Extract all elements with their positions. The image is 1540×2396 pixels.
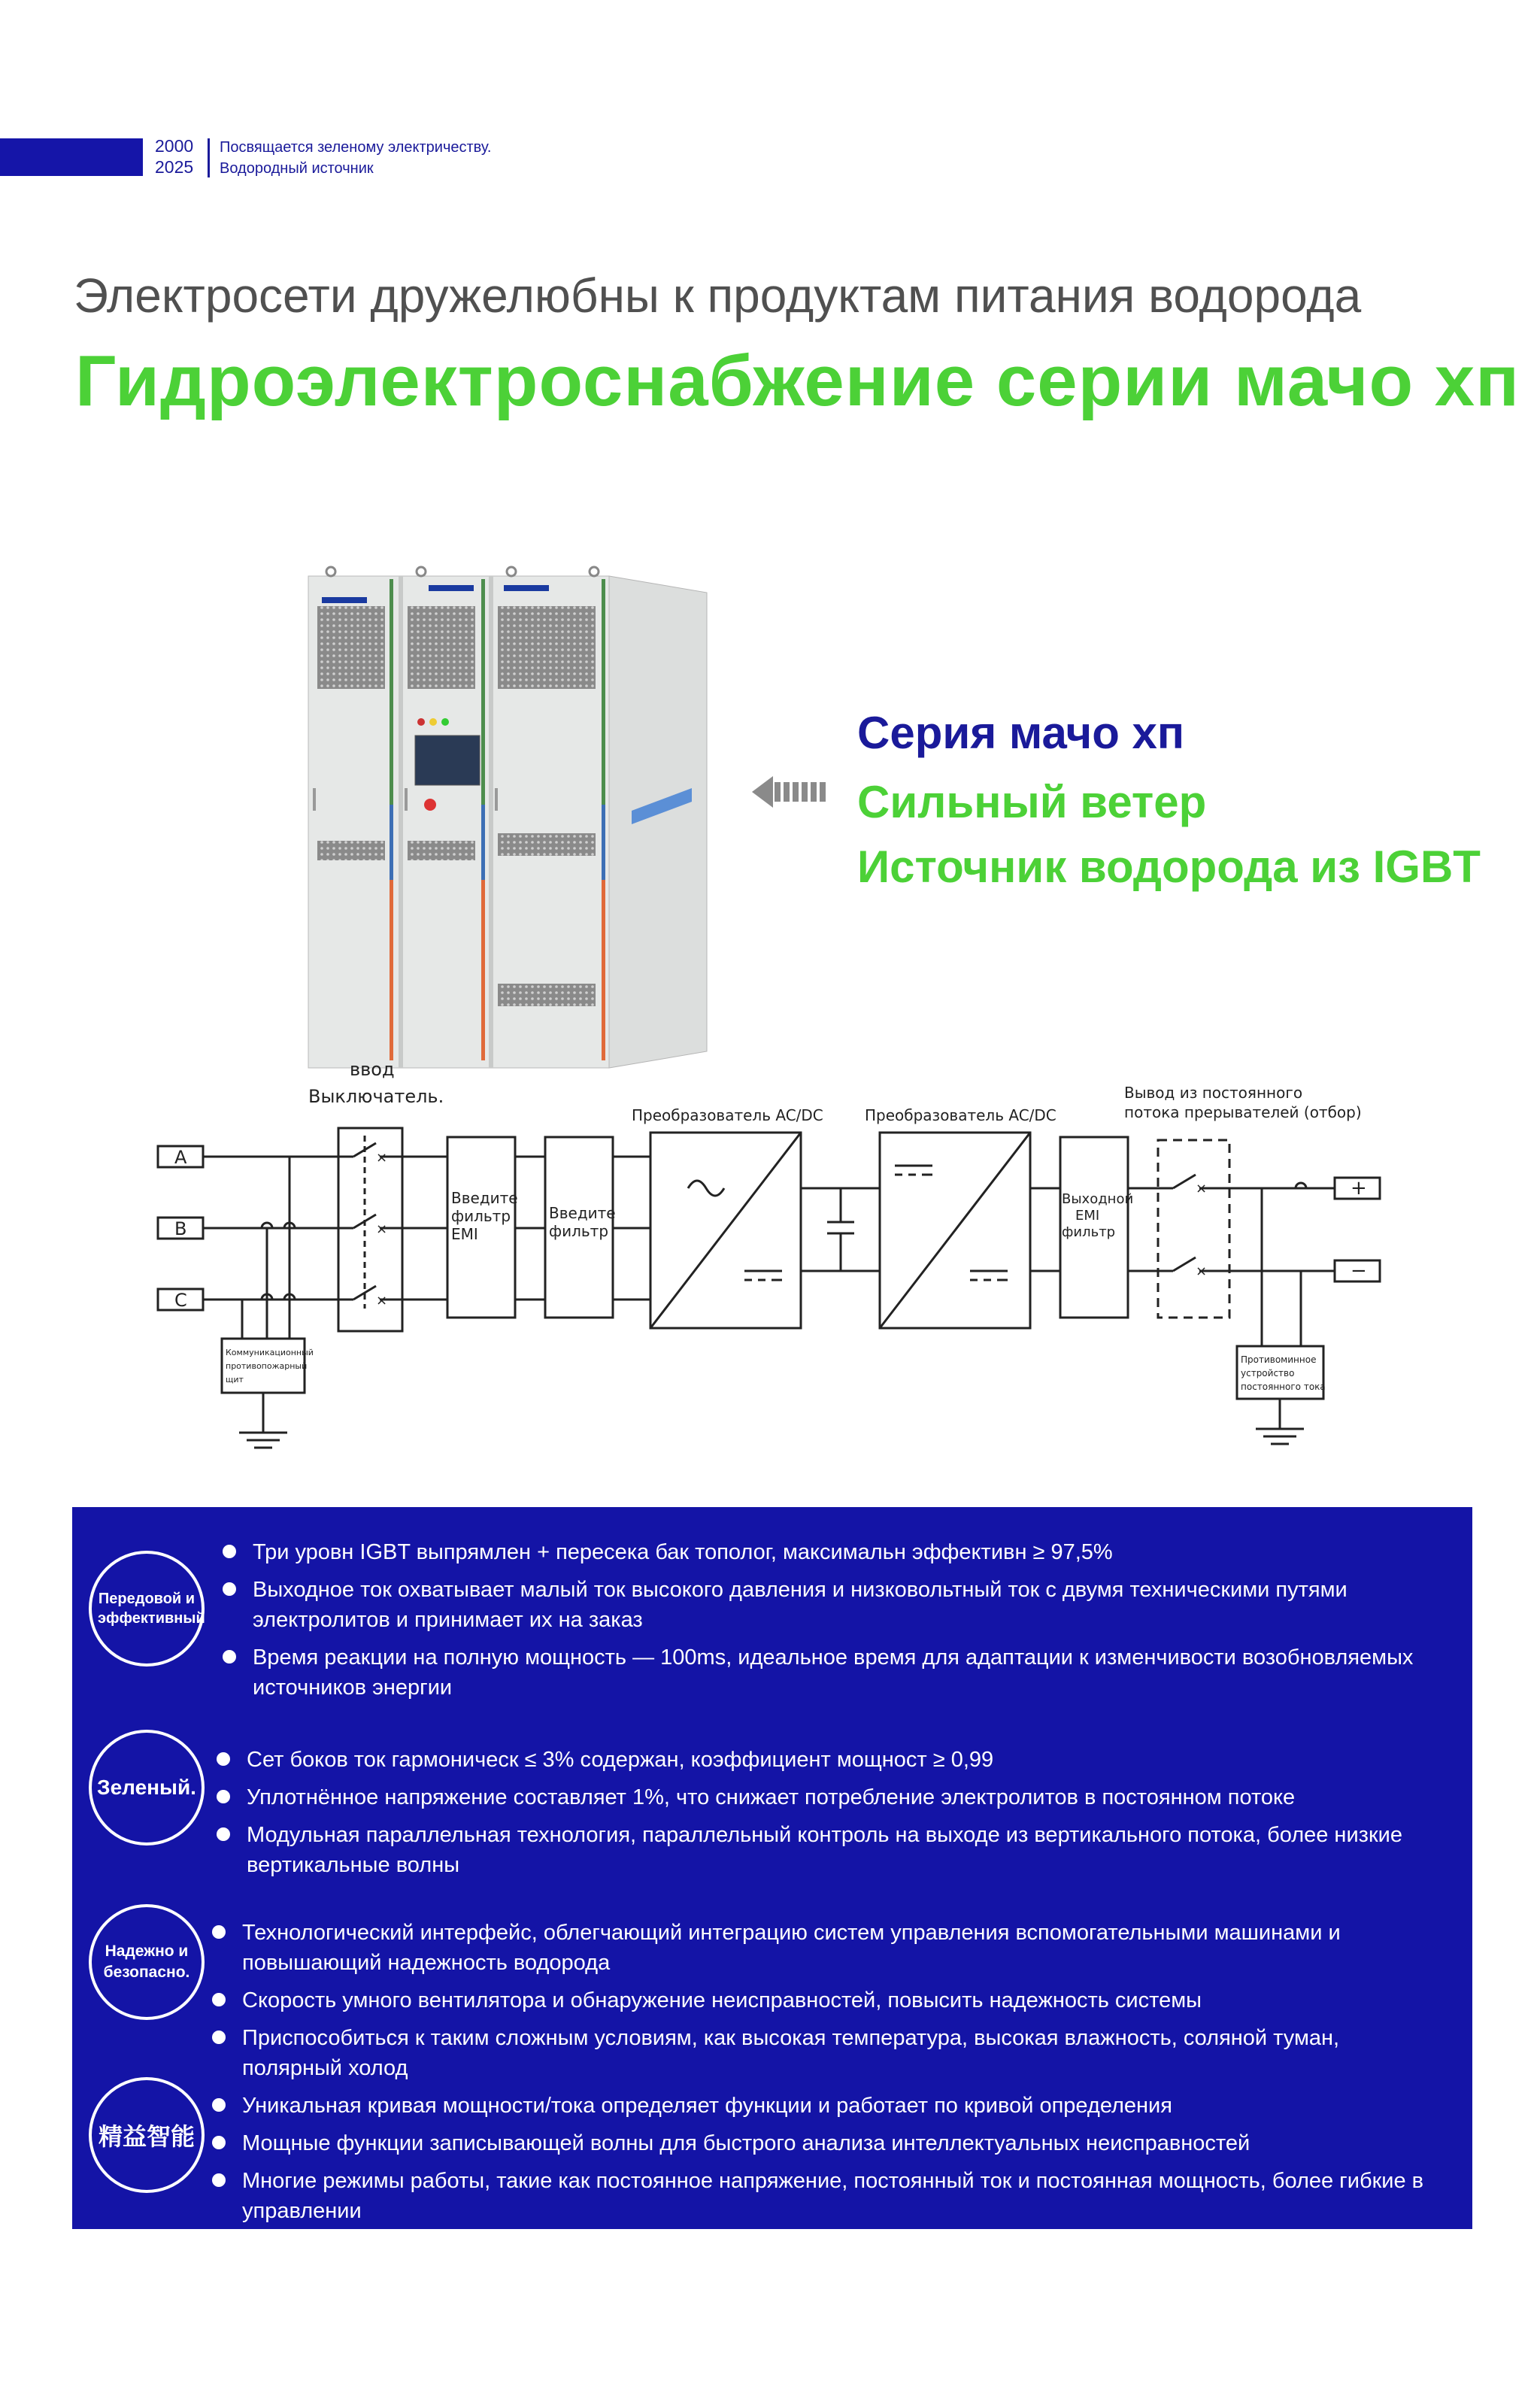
list-item xyxy=(212,1985,1442,2015)
feature-list-smart xyxy=(212,2091,1442,2234)
arrow-left-icon xyxy=(752,773,835,811)
converter2-label: Преобразователь AC/DC xyxy=(865,1106,1056,1124)
emi-filter-label-1: Введите xyxy=(451,1189,518,1207)
converter1-label: Преобразователь AC/DC xyxy=(632,1106,823,1124)
list-item-text: Многие режимы работы, такие как постоянное напряжение, постоянный ток и постоянная мощность, более гибкие в управлении xyxy=(242,2169,1424,2223)
input-breaker-label-2: Выключатель. xyxy=(308,1086,444,1107)
feature-badge-label: 精益智能 xyxy=(98,2123,195,2150)
phase-label-b: B xyxy=(174,1218,187,1239)
feature-list-reliable xyxy=(212,1918,1442,2091)
list-item-text: Приспособиться к таким сложным условиям, как высокая температура, высокая влажность, соляной туман, полярный холод xyxy=(242,2026,1340,2080)
input-filter-label-1: Введите xyxy=(549,1204,616,1222)
bullet-icon xyxy=(212,1993,226,2006)
phase-label-a: A xyxy=(174,1147,187,1168)
list-item-text: Выходное ток охватывает малый ток высокого давления и низковольтный ток с двумя техническими путями электролитов и принимает их на заказ xyxy=(253,1578,1348,1632)
list-item xyxy=(212,2128,1442,2158)
year-start: 2000 xyxy=(155,136,194,156)
circuit-diagram xyxy=(150,1053,1429,1474)
list-item xyxy=(212,1918,1442,1978)
bullet-icon xyxy=(223,1650,236,1664)
header-accent-bar xyxy=(0,138,143,176)
feature-badge-advanced xyxy=(89,1551,205,1667)
bullet-icon xyxy=(223,1582,236,1596)
output-emi-label-3: фильтр xyxy=(1062,1224,1116,1240)
bullet-icon xyxy=(212,2136,226,2149)
svg-text:×: × xyxy=(376,1150,388,1166)
surge-left-label-1: Коммуникационный xyxy=(226,1348,314,1357)
feature-list-advanced xyxy=(223,1537,1441,1710)
list-item-text: Уникальная кривая мощности/тока определяет функции и работает по кривой определения xyxy=(242,2094,1172,2118)
list-item xyxy=(217,1820,1442,1880)
bullet-icon xyxy=(223,1545,236,1558)
bullet-icon xyxy=(212,2173,226,2187)
header-line-1: Посвящается зеленому электричеству. xyxy=(220,139,492,156)
cabinet-illustration xyxy=(301,563,722,1074)
bullet-icon xyxy=(217,1752,230,1766)
surge-left-label-2: противопожарный xyxy=(226,1361,308,1371)
bullet-icon xyxy=(217,1790,230,1803)
list-item xyxy=(212,2166,1442,2226)
bullet-icon xyxy=(212,2031,226,2044)
svg-text:×: × xyxy=(376,1293,388,1309)
list-item-text: Три уровн IGBT выпрямлен + пересека бак тополог, максимальн эффективн ≥ 97,5% xyxy=(253,1540,1113,1564)
output-breaker-label-1: Вывод из постоянного xyxy=(1124,1084,1303,1102)
input-breaker-label-1: ввод xyxy=(350,1059,395,1080)
emi-filter-label-2: фильтр xyxy=(451,1207,511,1225)
feature-badge-smart xyxy=(89,2077,205,2193)
bullet-icon xyxy=(212,2098,226,2112)
surge-right-label-2: устройство xyxy=(1241,1368,1295,1378)
year-range xyxy=(155,135,193,177)
feature-badge-green xyxy=(89,1730,205,1846)
output-plus-label: + xyxy=(1351,1177,1367,1200)
svg-text:×: × xyxy=(1196,1263,1208,1279)
header-divider xyxy=(208,138,210,177)
output-emi-label-1: Выходной xyxy=(1062,1191,1134,1207)
page-subtitle: Электросети дружелюбны к продуктам питания водорода xyxy=(74,268,1362,323)
bullet-icon xyxy=(217,1827,230,1841)
page-title: Гидроэлектроснабжение серии мачо хп xyxy=(75,341,1520,421)
list-item xyxy=(217,1782,1442,1812)
phase-label-c: C xyxy=(174,1290,187,1311)
feature-badge-label: Надежно и безопасно. xyxy=(103,1943,190,1981)
series-feature-wind: Сильный ветер xyxy=(857,777,1207,827)
list-item-text: Технологический интерфейс, облегчающий интеграцию систем управления вспомогательными машинами и повышающий надежность водорода xyxy=(242,1921,1341,1975)
surge-left-label-3: щит xyxy=(226,1375,244,1385)
list-item-text: Модульная параллельная технология, параллельный контроль на выходе из вертикального потока, более низкие вертикальные волны xyxy=(247,1823,1402,1877)
list-item xyxy=(223,1575,1441,1635)
output-emi-label-2: EMI xyxy=(1075,1208,1100,1224)
feature-badge-reliable xyxy=(89,1904,205,2020)
list-item xyxy=(212,2023,1442,2083)
svg-text:×: × xyxy=(1196,1181,1208,1196)
output-breaker-label-2: потока прерывателей (отбор) xyxy=(1124,1103,1362,1121)
list-item-text: Уплотнённое напряжение составляет 1%, что снижает потребление электролитов в постоянном потоке xyxy=(247,1785,1296,1809)
output-minus-label: − xyxy=(1351,1260,1367,1282)
header-line-2: Водородный источник xyxy=(220,160,374,177)
series-name: Серия мачо хп xyxy=(857,708,1185,758)
header-tagline xyxy=(220,137,491,179)
list-item-text: Сет боков ток гармоническ ≤ 3% содержан, коэффициент мощност ≥ 0,99 xyxy=(247,1748,994,1772)
surge-right-label-3: постоянного тока xyxy=(1241,1381,1326,1392)
feature-panel xyxy=(72,1507,1472,2229)
bullet-icon xyxy=(212,1925,226,1939)
year-end: 2025 xyxy=(155,157,194,177)
series-feature-igbt: Источник водорода из IGBT xyxy=(857,842,1481,892)
list-item-text: Скорость умного вентилятора и обнаружение неисправностей, повысить надежность системы xyxy=(242,1988,1202,2012)
input-filter-label-2: фильтр xyxy=(549,1222,609,1240)
feature-badge-label: Зеленый. xyxy=(97,1776,196,1799)
list-item xyxy=(212,2091,1442,2121)
emi-filter-label-3: EMI xyxy=(451,1225,478,1243)
list-item xyxy=(217,1745,1442,1775)
feature-badge-label: Передовой и эффективный xyxy=(98,1591,205,1627)
feature-list-green xyxy=(217,1745,1442,1888)
list-item xyxy=(223,1642,1441,1703)
svg-text:×: × xyxy=(376,1221,388,1237)
list-item xyxy=(223,1537,1441,1567)
list-item-text: Время реакции на полную мощность — 100ms, идеальное время для адаптации к изменчивости возобновляемых источников энергии xyxy=(253,1645,1414,1700)
surge-right-label-1: Противоминное xyxy=(1241,1354,1317,1365)
list-item-text: Мощные функции записывающей волны для быстрого анализа интеллектуальных неисправностей xyxy=(242,2131,1250,2155)
